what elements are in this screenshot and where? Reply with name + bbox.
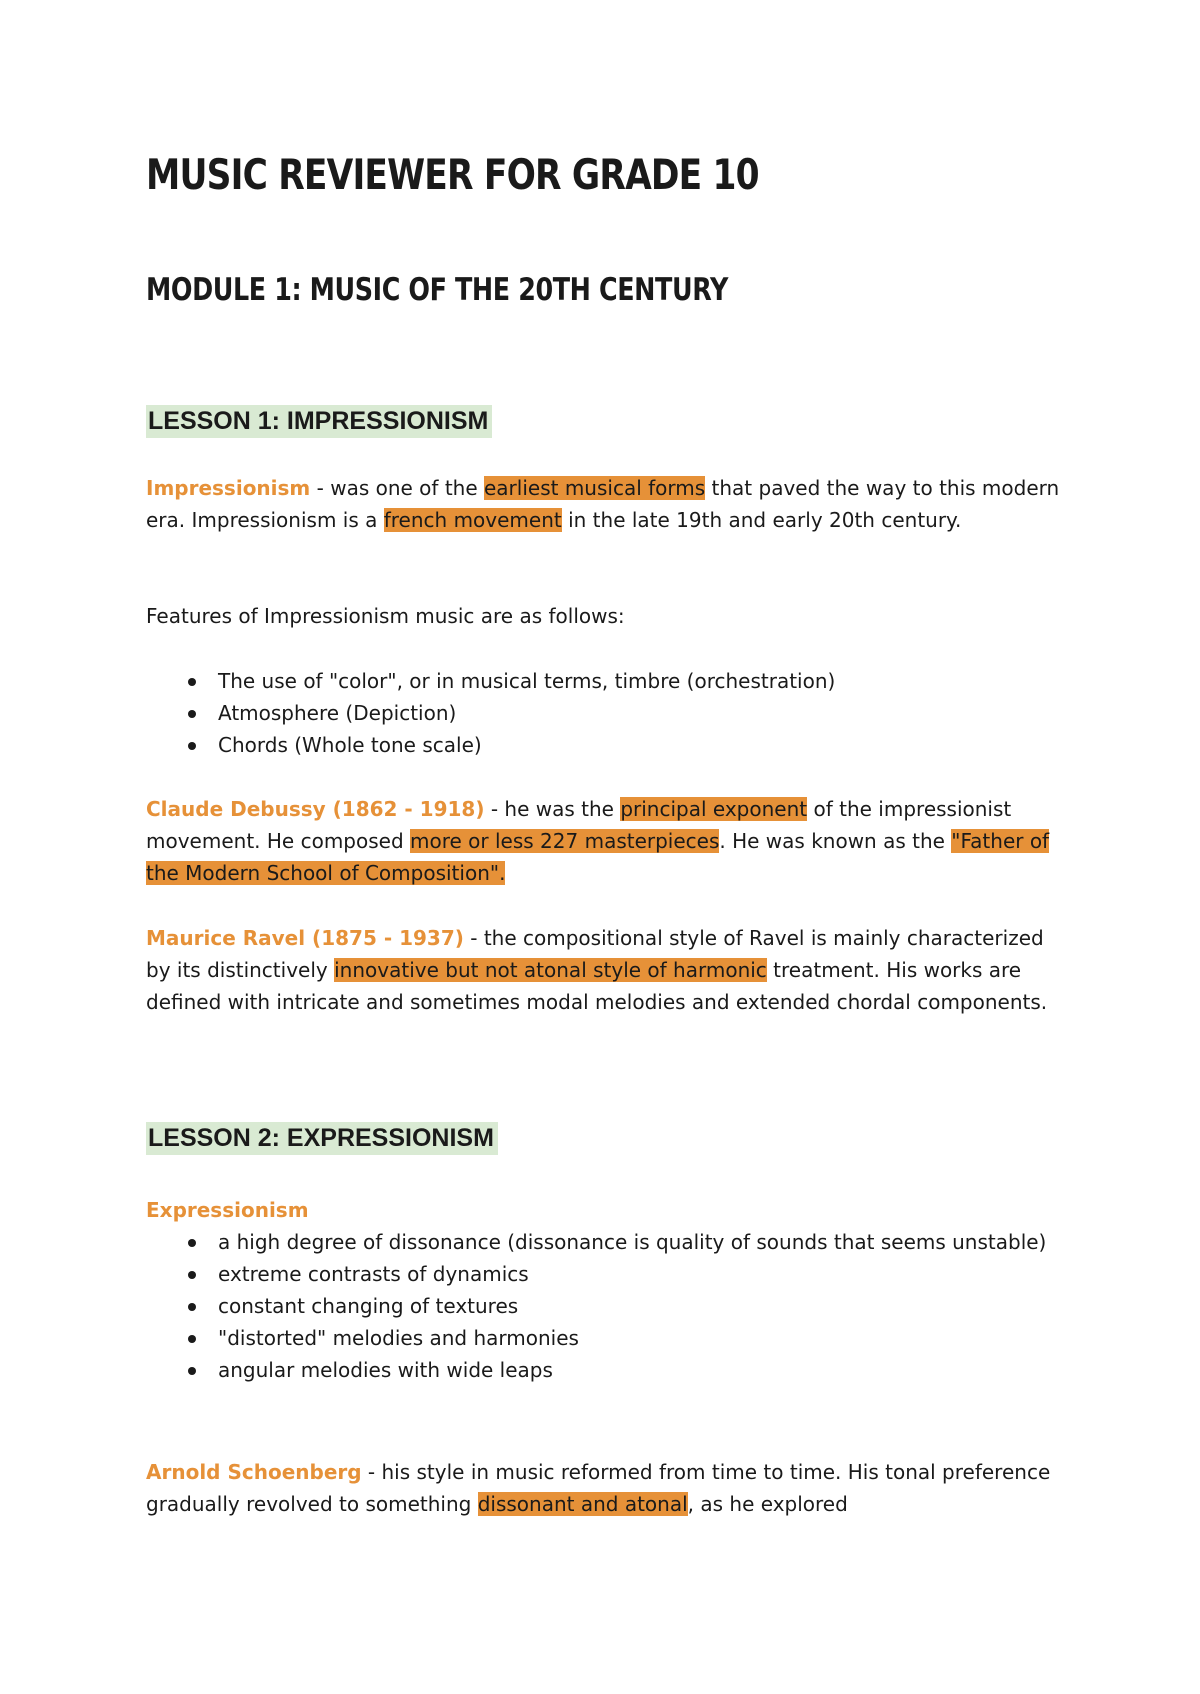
expressionism-term: Expressionism xyxy=(146,1198,309,1222)
list-item: Atmosphere (Depiction) xyxy=(218,697,1066,729)
list-item: extreme contrasts of dynamics xyxy=(218,1258,1066,1290)
text: - was one of the xyxy=(310,476,484,500)
impressionism-paragraph xyxy=(146,472,1066,536)
highlight: more or less 227 masterpieces xyxy=(410,829,720,853)
list-item: angular melodies with wide leaps xyxy=(218,1354,1066,1386)
text: in the late 19th and early 20th century. xyxy=(561,508,962,532)
highlight: dissonant and atonal xyxy=(477,1492,688,1516)
expressionism-term-line xyxy=(146,1194,1066,1226)
text: - the compositional style of Ravel is mainly characterized by its distinctively xyxy=(146,926,1044,982)
list-item: The use of "color", or in musical terms, timbre (orchestration) xyxy=(218,665,1066,697)
impressionism-features-list xyxy=(146,665,1066,761)
ravel-term: Maurice Ravel (1875 - 1937) xyxy=(146,926,464,950)
expressionism-features-list xyxy=(146,1226,1066,1386)
features-intro: Features of Impressionism music are as follows: xyxy=(146,604,625,628)
schoenberg-paragraph xyxy=(146,1456,1066,1520)
schoenberg-term: Arnold Schoenberg xyxy=(146,1460,362,1484)
lesson-1-heading: LESSON 1: IMPRESSIONISM xyxy=(146,405,492,438)
text: of the impressionist movement. He composed xyxy=(146,797,1012,853)
module-title: MODULE 1: MUSIC OF THE 20TH CENTURY xyxy=(146,272,728,308)
highlight: "Father of the Modern School of Composition". xyxy=(146,829,1050,885)
text: - his style in music reformed from time to time. His tonal preference gradually revolved to something xyxy=(146,1460,1051,1516)
text: that paved the way to this modern era. Impressionism is a xyxy=(146,476,1060,532)
list-item: "distorted" melodies and harmonies xyxy=(218,1322,1066,1354)
highlight: innovative but not atonal style of harmonic xyxy=(334,958,767,982)
impressionism-term: Impressionism xyxy=(146,476,311,500)
highlight: principal exponent xyxy=(620,797,808,821)
text: - he was the xyxy=(484,797,621,821)
list-item: constant changing of textures xyxy=(218,1290,1066,1322)
text: treatment. His works are defined with intricate and sometimes modal melodies and extended chordal components. xyxy=(146,958,1048,1014)
lesson-2-heading: LESSON 2: EXPRESSIONISM xyxy=(146,1122,498,1155)
ravel-paragraph xyxy=(146,922,1066,1018)
text: . He was known as the xyxy=(719,829,952,853)
highlight: french movement xyxy=(383,508,562,532)
text: , as he explored xyxy=(687,1492,848,1516)
highlight: earliest musical forms xyxy=(484,476,706,500)
list-item: Chords (Whole tone scale) xyxy=(218,729,1066,761)
list-item: a high degree of dissonance (dissonance is quality of sounds that seems unstable) xyxy=(218,1226,1066,1258)
debussy-term: Claude Debussy (1862 - 1918) xyxy=(146,797,485,821)
document-title: MUSIC REVIEWER FOR GRADE 10 xyxy=(146,150,759,199)
debussy-paragraph xyxy=(146,793,1066,889)
